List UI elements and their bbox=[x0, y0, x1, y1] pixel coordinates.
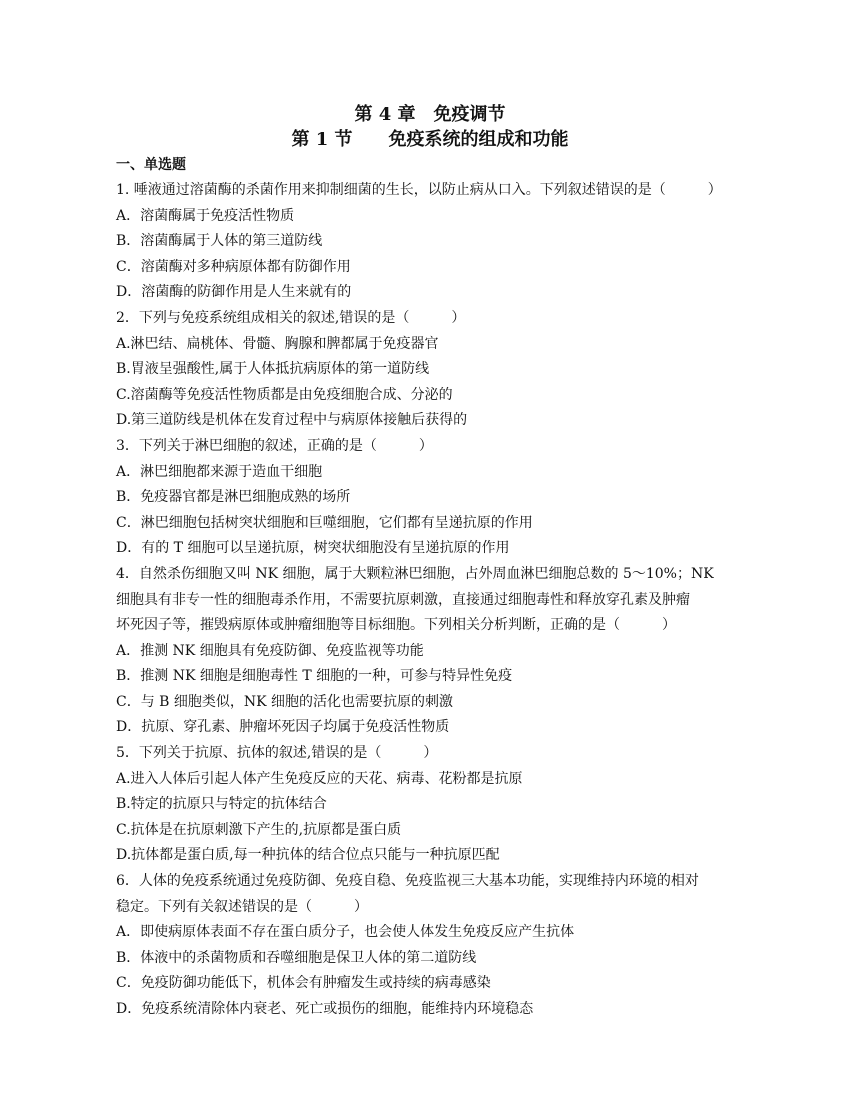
text-line: D．抗原、穿孔素、肿瘤坏死因子均属于免疫活性物质 bbox=[116, 719, 450, 736]
text-line: C．溶菌酶对多种病原体都有防御作用 bbox=[116, 258, 351, 275]
text-line: A．溶菌酶属于免疫活性物质 bbox=[116, 207, 295, 224]
text-line: 1. 唾液通过溶菌酶的杀菌作用来抑制细菌的生长，以防止病从口入。下列叙述错误的是（ ） bbox=[116, 182, 722, 198]
text-line: D.抗体都是蛋白质,每一种抗体的结合位点只能与一种抗原匹配 bbox=[116, 847, 500, 864]
question-list bbox=[116, 178, 740, 1023]
text-line: 坏死因子等，摧毁病原体或肿瘤细胞等目标细胞。下列相关分析判断，正确的是（ ） bbox=[116, 617, 676, 634]
text-line: C．与 B 细胞类似，NK 细胞的活化也需要抗原的刺激 bbox=[116, 693, 454, 710]
text-line: 4．自然杀伤细胞又叫 NK 细胞，属于大颗粒淋巴细胞，占外周血淋巴细胞总数的 5～10%；NK bbox=[116, 565, 714, 582]
text-line: A.进入人体后引起人体产生免疫反应的天花、病毒、花粉都是抗原 bbox=[116, 770, 523, 787]
text-line: C．淋巴细胞包括树突状细胞和巨噬细胞，它们都有呈递抗原的作用 bbox=[116, 514, 533, 531]
chapter-title: 第 4 章 免疫调节 bbox=[354, 104, 506, 125]
text-line: 6．人体的免疫系统通过免疫防御、免疫自稳、免疫监视三大基本功能，实现维持内环境的相对 bbox=[116, 873, 699, 890]
text-line: B．免疫器官都是淋巴细胞成熟的场所 bbox=[116, 489, 351, 506]
text-line: 3．下列关于淋巴细胞的叙述，正确的是（ ） bbox=[116, 437, 433, 454]
text-line: B．体液中的杀菌物质和吞噬细胞是保卫人体的第二道防线 bbox=[116, 949, 477, 966]
text-line: A．即使病原体表面不存在蛋白质分子，也会使人体发生免疫反应产生抗体 bbox=[116, 924, 575, 941]
text-line: D．免疫系统清除体内衰老、死亡或损伤的细胞，能维持内环境稳态 bbox=[116, 1001, 534, 1017]
text-line: 2．下列与免疫系统组成相关的叙述,错误的是（ ） bbox=[116, 309, 466, 326]
text-line: B．推测 NK 细胞是细胞毒性 T 细胞的一种，可参与特异性免疫 bbox=[116, 668, 513, 685]
section-title: 第 1 节 免疫系统的组成和功能 bbox=[291, 129, 569, 150]
text-line: D.第三道防线是机体在发育过程中与病原体接触后获得的 bbox=[116, 412, 468, 429]
text-line: D．有的 T 细胞可以呈递抗原，树突状细胞没有呈递抗原的作用 bbox=[116, 540, 510, 557]
text-line: A．推测 NK 细胞具有免疫防御、免疫监视等功能 bbox=[116, 642, 424, 659]
text-line: B．溶菌酶属于人体的第三道防线 bbox=[116, 233, 323, 250]
text-line: C．免疫防御功能低下，机体会有肿瘤发生或持续的病毒感染 bbox=[116, 975, 491, 992]
text-line: 5．下列关于抗原、抗体的叙述,错误的是（ ） bbox=[116, 745, 438, 762]
part-heading: 一、单选题 bbox=[116, 157, 186, 173]
text-line: 细胞具有非专一性的细胞毒杀作用，不需要抗原刺激，直接通过细胞毒性和释放穿孔素及肿瘤 bbox=[116, 591, 690, 608]
text-line: C.抗体是在抗原刺激下产生的,抗原都是蛋白质 bbox=[116, 821, 402, 838]
text-line: B.胃液呈强酸性,属于人体抵抗病原体的第一道防线 bbox=[116, 361, 430, 378]
text-line: 稳定。下列有关叙述错误的是（ ） bbox=[116, 898, 368, 915]
text-line: C.溶菌酶等免疫活性物质都是由免疫细胞合成、分泌的 bbox=[116, 386, 453, 403]
text-line: A．淋巴细胞都来源于造血干细胞 bbox=[116, 463, 323, 480]
text-line: A.淋巴结、扁桃体、骨髓、胸腺和脾都属于免疫器官 bbox=[116, 335, 439, 352]
text-line: B.特定的抗原只与特定的抗体结合 bbox=[116, 796, 327, 813]
text-line: D．溶菌酶的防御作用是人生来就有的 bbox=[116, 284, 352, 301]
